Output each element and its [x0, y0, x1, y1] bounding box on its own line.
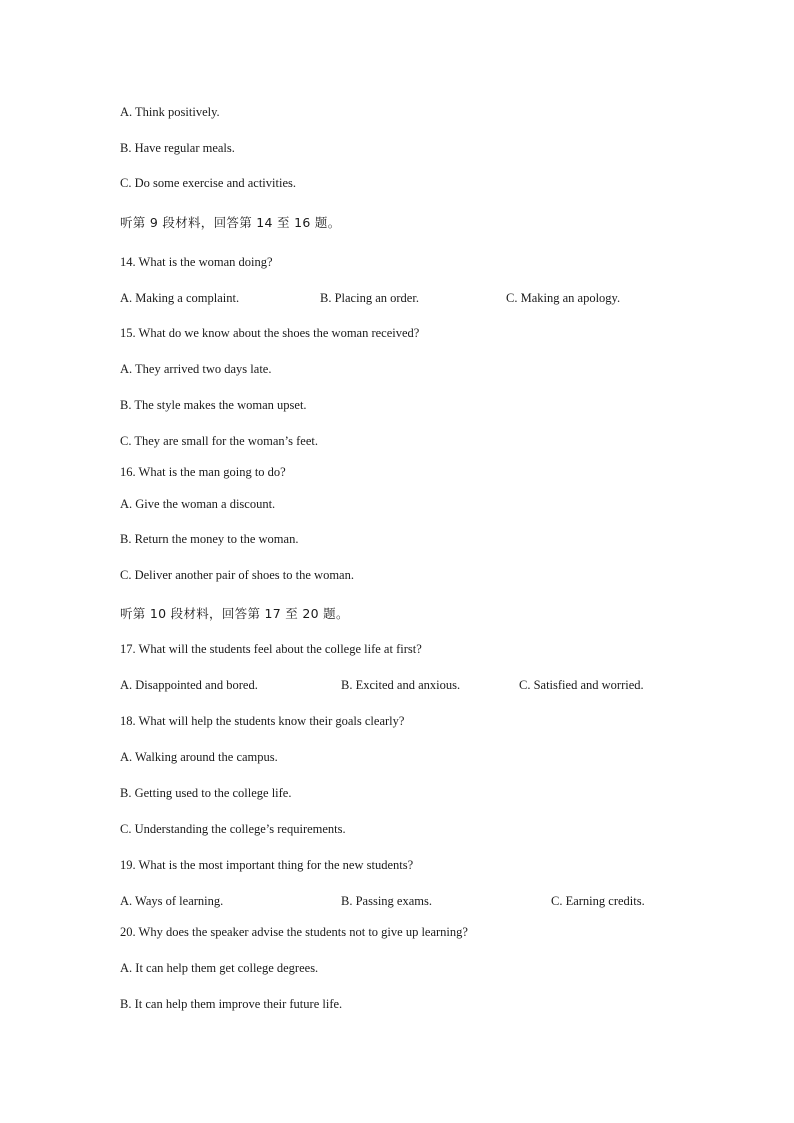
q20-option-b: B. It can help them improve their future life.: [120, 997, 343, 1011]
q19-option-b: B. Passing exams.: [341, 894, 432, 908]
question-15: 15. What do we know about the shoes the woman received?: [120, 326, 420, 340]
q17-option-c: C. Satisfied and worried.: [519, 678, 644, 692]
q15-option-b: B. The style makes the woman upset.: [120, 398, 307, 412]
question-14: 14. What is the woman doing?: [120, 255, 273, 269]
section-heading-10: 听第 10 段材料，回答第 17 至 20 题。: [120, 606, 349, 621]
option-b-regular-meals: B. Have regular meals.: [120, 141, 235, 155]
question-16: 16. What is the man going to do?: [120, 465, 286, 479]
question-14-options: [120, 290, 734, 306]
option-c-exercise: C. Do some exercise and activities.: [120, 176, 296, 190]
q19-option-c: C. Earning credits.: [551, 894, 645, 908]
section-heading-9: 听第 9 段材料，回答第 14 至 16 题。: [120, 215, 341, 230]
q17-option-b: B. Excited and anxious.: [341, 678, 461, 692]
q16-option-a: A. Give the woman a discount.: [120, 497, 276, 511]
q18-option-c: C. Understanding the college’s requirements.: [120, 822, 346, 836]
question-19-options: [120, 893, 734, 909]
q16-option-b: B. Return the money to the woman.: [120, 532, 299, 546]
q18-option-b: B. Getting used to the college life.: [120, 786, 292, 800]
q16-option-c: C. Deliver another pair of shoes to the woman.: [120, 568, 354, 582]
option-a-think-positively: A. Think positively.: [120, 105, 220, 119]
q15-option-c: C. They are small for the woman’s feet.: [120, 434, 318, 448]
q14-option-b: B. Placing an order.: [320, 291, 419, 305]
question-19: 19. What is the most important thing for the new students?: [120, 858, 414, 872]
q14-option-c: C. Making an apology.: [506, 291, 621, 305]
q15-option-a: A. They arrived two days late.: [120, 362, 272, 376]
q18-option-a: A. Walking around the campus.: [120, 750, 278, 764]
question-17-options: [120, 677, 734, 693]
q14-option-a: A. Making a complaint.: [120, 291, 240, 305]
question-17: 17. What will the students feel about the college life at first?: [120, 642, 422, 656]
q20-option-a: A. It can help them get college degrees.: [120, 961, 319, 975]
q19-option-a: A. Ways of learning.: [120, 894, 224, 908]
question-18: 18. What will help the students know their goals clearly?: [120, 714, 405, 728]
question-20: 20. Why does the speaker advise the students not to give up learning?: [120, 925, 468, 939]
q17-option-a: A. Disappointed and bored.: [120, 678, 258, 692]
